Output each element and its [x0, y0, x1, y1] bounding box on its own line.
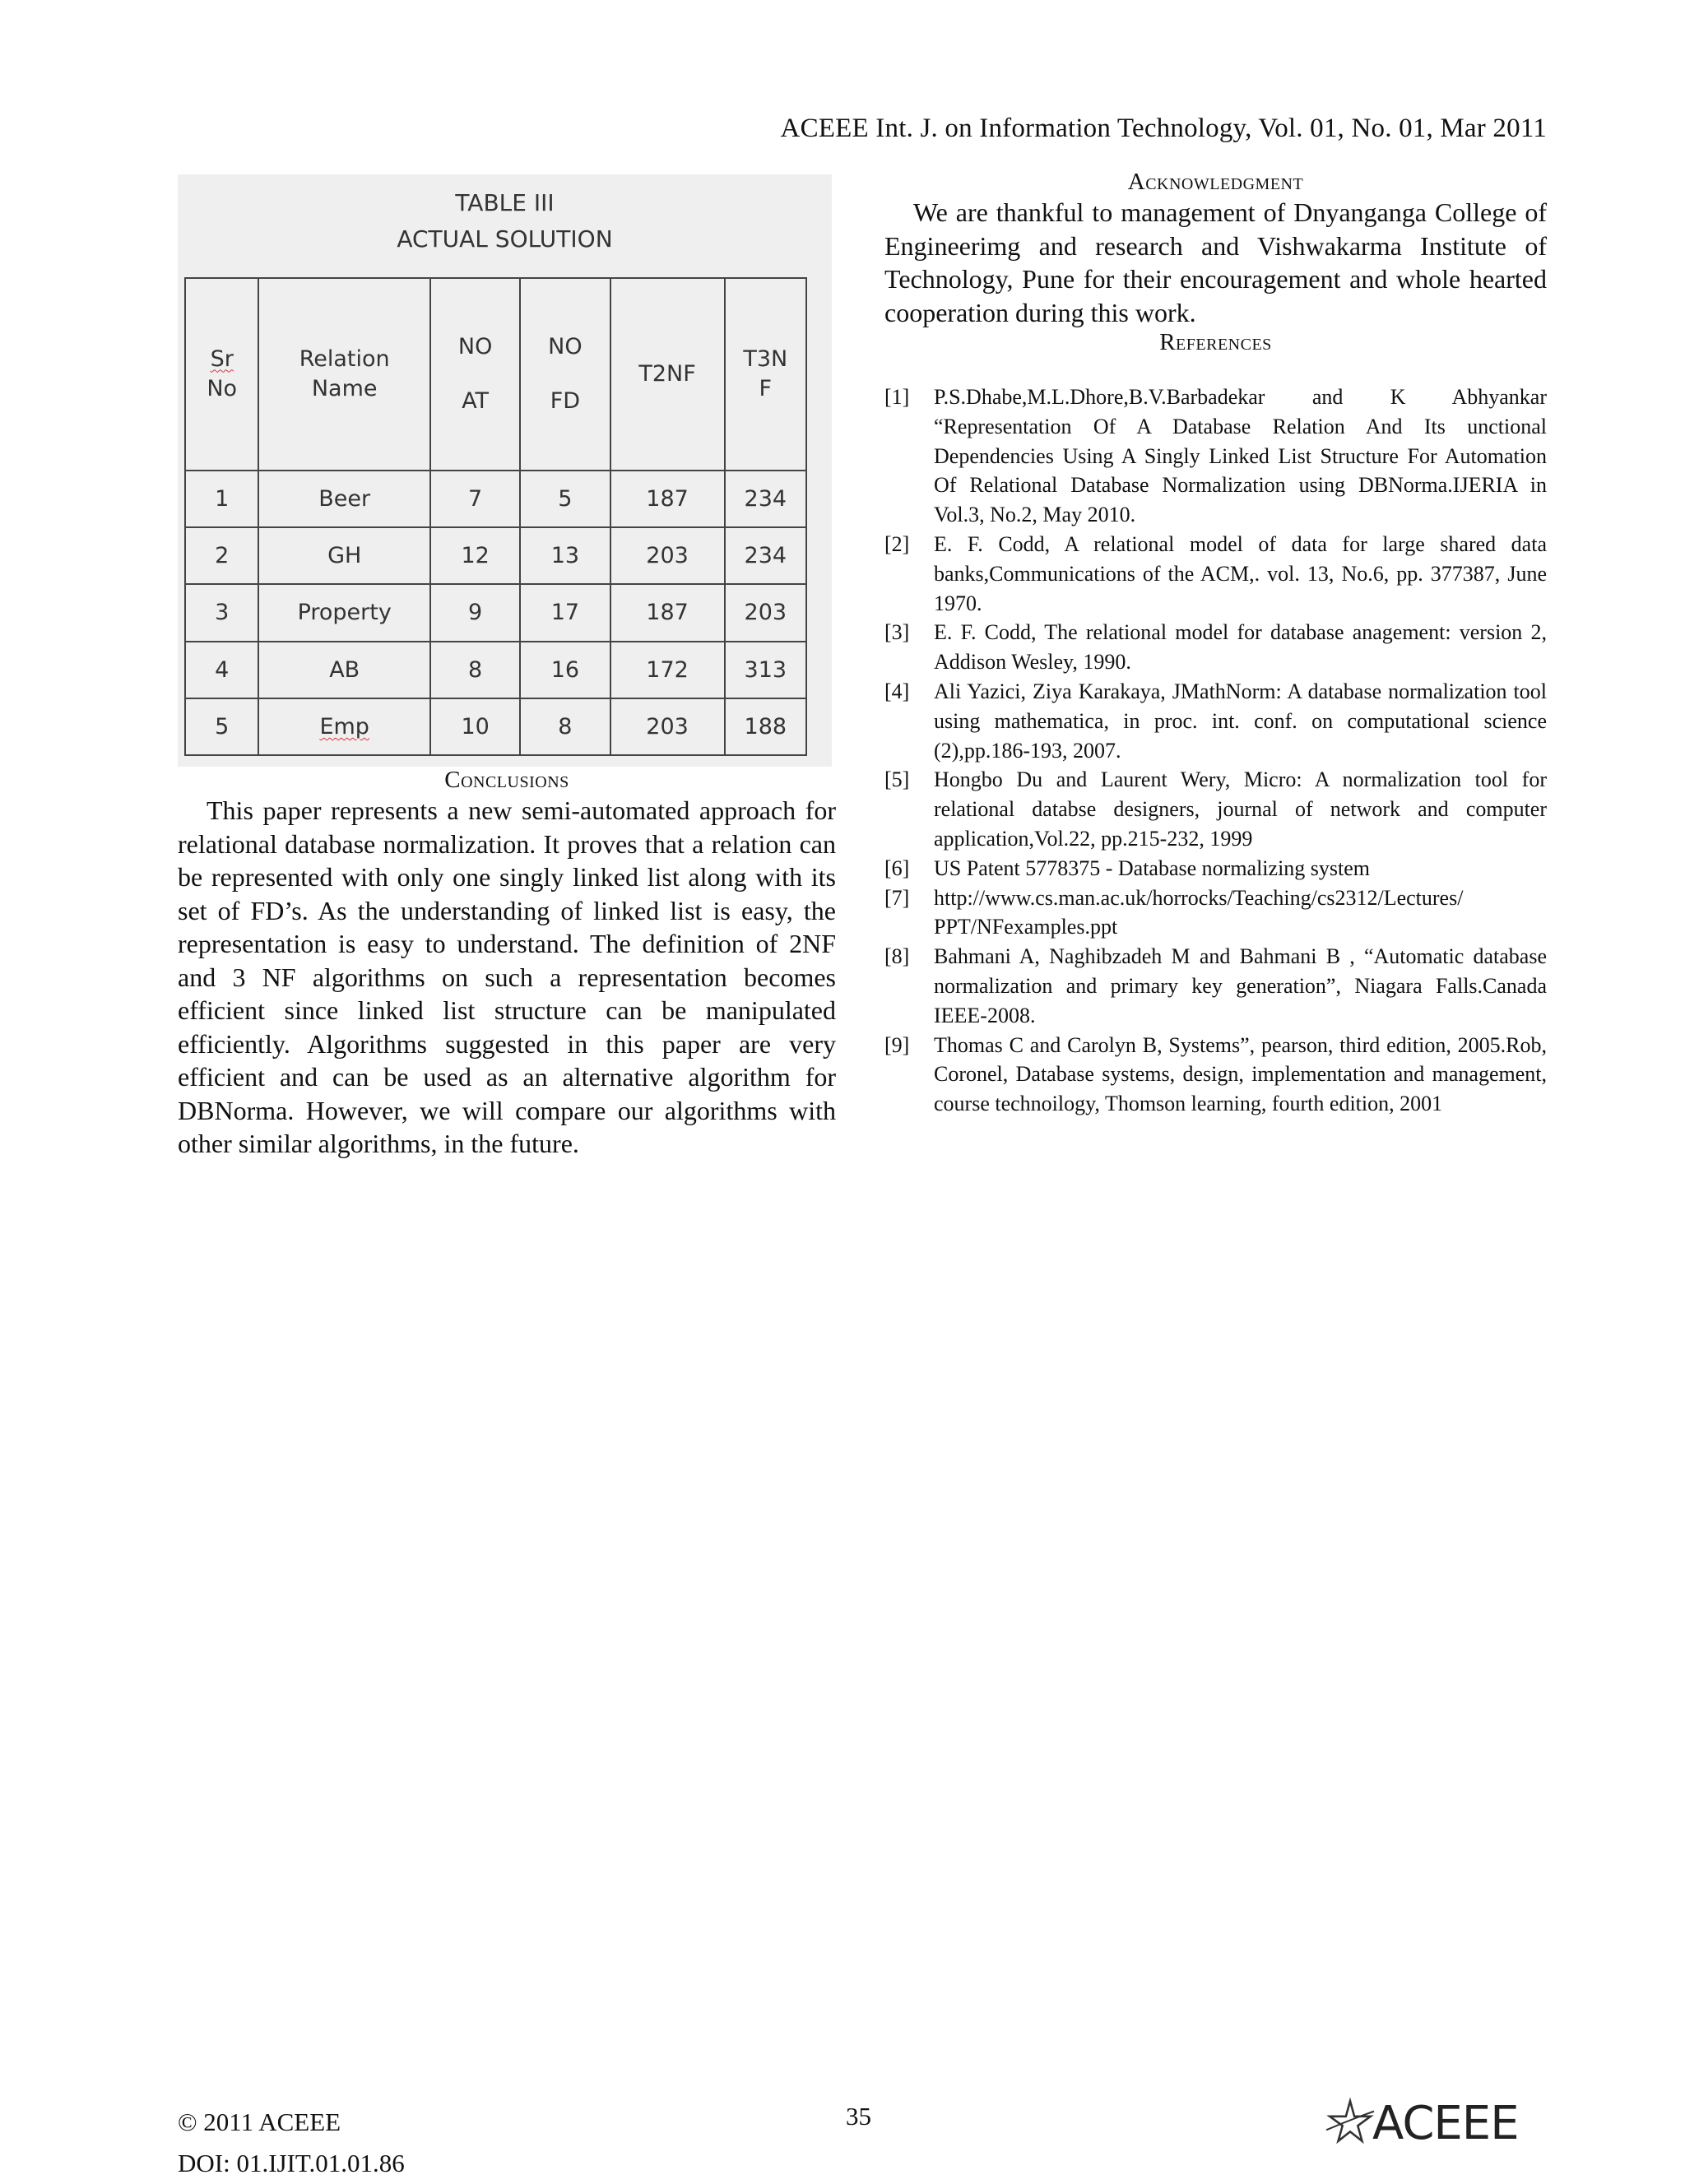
table-number: TABLE III: [455, 189, 555, 216]
reference-number: [3]: [884, 620, 910, 645]
table-cell: 13: [520, 527, 610, 584]
conclusions-paragraph: This paper represents a new semi-automated approach for relational database normalization. It proves that a relation can be represented with only one singly linked list along with its set of FD’s. As the understanding of linked list is easy, the representation is easy to understand. The definition of 2NF and 3 NF algorithms on such a representation becomes efficient since linked list structure can be manipulated efficiently. Algorithms suggested in this paper are very efficient and can be used as an alternative algorithm for DBNorma. However, we will compare our algorithms with other similar algorithms, in the future.: [178, 795, 836, 1158]
references-heading: References: [1159, 329, 1272, 355]
header-relation-name: Relation Name: [258, 278, 430, 471]
acknowledgment-heading: Acknowledgment: [1127, 169, 1304, 195]
reference-item: [884, 618, 1547, 677]
reference-number: [1]: [884, 385, 910, 409]
table-cell: 313: [725, 642, 806, 698]
table-cell: 16: [520, 642, 610, 698]
table-row: [185, 698, 806, 755]
table-row: [185, 584, 806, 641]
reference-number: [7]: [884, 885, 910, 910]
table-cell: 203: [725, 584, 806, 641]
header-no-at: NO AT: [430, 278, 520, 471]
header-t2nf: T2NF: [610, 278, 725, 471]
aceee-logo: [1325, 2096, 1519, 2151]
table-cell: 12: [430, 527, 520, 584]
logo-text: ACEEE: [1372, 2097, 1519, 2150]
star-swoosh-icon: [1325, 2096, 1376, 2151]
reference-text: E. F. Codd, A relational model of data for large shared data banks,Communications of the ACM,. vol. 13, No.6, pp. 377387, June 1970.: [934, 531, 1547, 615]
reference-text: Ali Yazici, Ziya Karakaya, JMathNorm: A database normalization tool using mathematica, in proc. int. conf. on computational science (2),pp.186-193, 2007.: [934, 679, 1547, 763]
table-cell: 5: [185, 698, 258, 755]
reference-number: [6]: [884, 856, 910, 880]
table-cell: 5: [520, 471, 610, 527]
table-cell: 17: [520, 584, 610, 641]
table-row: [185, 642, 806, 698]
reference-item: [884, 383, 1547, 530]
right-column: [884, 169, 1547, 1119]
reference-number: [4]: [884, 679, 910, 703]
header-sr-no: Sr No: [185, 278, 258, 471]
table-cell: 8: [520, 698, 610, 755]
reference-item: [884, 883, 1547, 943]
reference-text: P.S.Dhabe,M.L.Dhore,B.V.Barbadekar and K Abhyankar “Representation Of A Database Relation And Its unctional Dependencies Using A Singly Linked List Structure For Automation Of Relational Database Normalization using DBNorma.IJERIA in Vol.3, No.2, May 2010.: [934, 385, 1547, 527]
left-column: [178, 174, 836, 1161]
reference-item: [884, 854, 1547, 883]
table-title: ACTUAL SOLUTION: [397, 225, 613, 253]
reference-text: http://www.cs.man.ac.uk/horrocks/Teaching/cs2312/Lectures/ PPT/NFexamples.ppt: [934, 885, 1464, 939]
table-cell: 172: [610, 642, 725, 698]
acknowledgment-paragraph: We are thankful to management of Dnyanganga College of Engineerimg and research and Vishwakarma Institute of Technology, Pune for their encouragement and whole hearted cooperation during this work.: [884, 197, 1547, 327]
table-cell: 4: [185, 642, 258, 698]
reference-text: Hongbo Du and Laurent Wery, Micro: A normalization tool for relational databse designers, journal of network and computer application,Vol.22, pp.215-232, 1999: [934, 767, 1547, 851]
table-cell: Emp: [258, 698, 430, 755]
reference-item: [884, 942, 1547, 1030]
reference-item: [884, 765, 1547, 853]
reference-text: US Patent 5778375 - Database normalizing system: [934, 856, 1371, 880]
header-no-fd: NO FD: [520, 278, 610, 471]
reference-number: [2]: [884, 531, 910, 556]
table-row: [185, 527, 806, 584]
table-cell: 3: [185, 584, 258, 641]
table-cell: 187: [610, 584, 725, 641]
table-cell: GH: [258, 527, 430, 584]
conclusions-heading: Conclusions: [444, 767, 569, 793]
header-t3nf: T3N F: [725, 278, 806, 471]
reference-number: [5]: [884, 767, 910, 792]
table-cell: 10: [430, 698, 520, 755]
table-cell: 203: [610, 698, 725, 755]
table-cell: 8: [430, 642, 520, 698]
table-cell: 203: [610, 527, 725, 584]
copyright: © 2011 ACEEE: [178, 2107, 341, 2136]
table-cell: 187: [610, 471, 725, 527]
doi: DOI: 01.IJIT.01.01.86: [178, 2149, 405, 2177]
table-cell: Beer: [258, 471, 430, 527]
reference-item: [884, 530, 1547, 618]
reference-text: Bahmani A, Naghibzadeh M and Bahmani B , “Automatic database normalization and primary key generation”, Niagara Falls.Canada IEEE-2008.: [934, 944, 1547, 1027]
table-cell: 188: [725, 698, 806, 755]
reference-text: Thomas C and Carolyn B, Systems”, pearson, third edition, 2005.Rob, Coronel, Database systems, design, implementation and management, course technoilogy, Thomson learning, fourth edition, 2001: [934, 1032, 1547, 1116]
table-cell: 1: [185, 471, 258, 527]
table-cell: Property: [258, 584, 430, 641]
table-cell: 7: [430, 471, 520, 527]
running-head: ACEEE Int. J. on Information Technology, Vol. 01, No. 01, Mar 2011: [780, 114, 1547, 143]
reference-item: [884, 677, 1547, 765]
reference-item: [884, 1031, 1547, 1119]
table-cell: 234: [725, 471, 806, 527]
footer-left: [178, 2102, 405, 2184]
table-cell: 9: [430, 584, 520, 641]
table-cell: 2: [185, 527, 258, 584]
reference-text: E. F. Codd, The relational model for database anagement: version 2, Addison Wesley, 1990.: [934, 620, 1547, 675]
page-number: 35: [846, 2102, 871, 2131]
references-list: [884, 383, 1547, 1119]
reference-number: [9]: [884, 1032, 910, 1057]
table-cell: 234: [725, 527, 806, 584]
table-row: [185, 471, 806, 527]
table-header-row: [185, 278, 806, 471]
table-figure: [178, 174, 832, 767]
table-cell: AB: [258, 642, 430, 698]
actual-solution-table: [184, 277, 807, 756]
reference-number: [8]: [884, 944, 910, 969]
